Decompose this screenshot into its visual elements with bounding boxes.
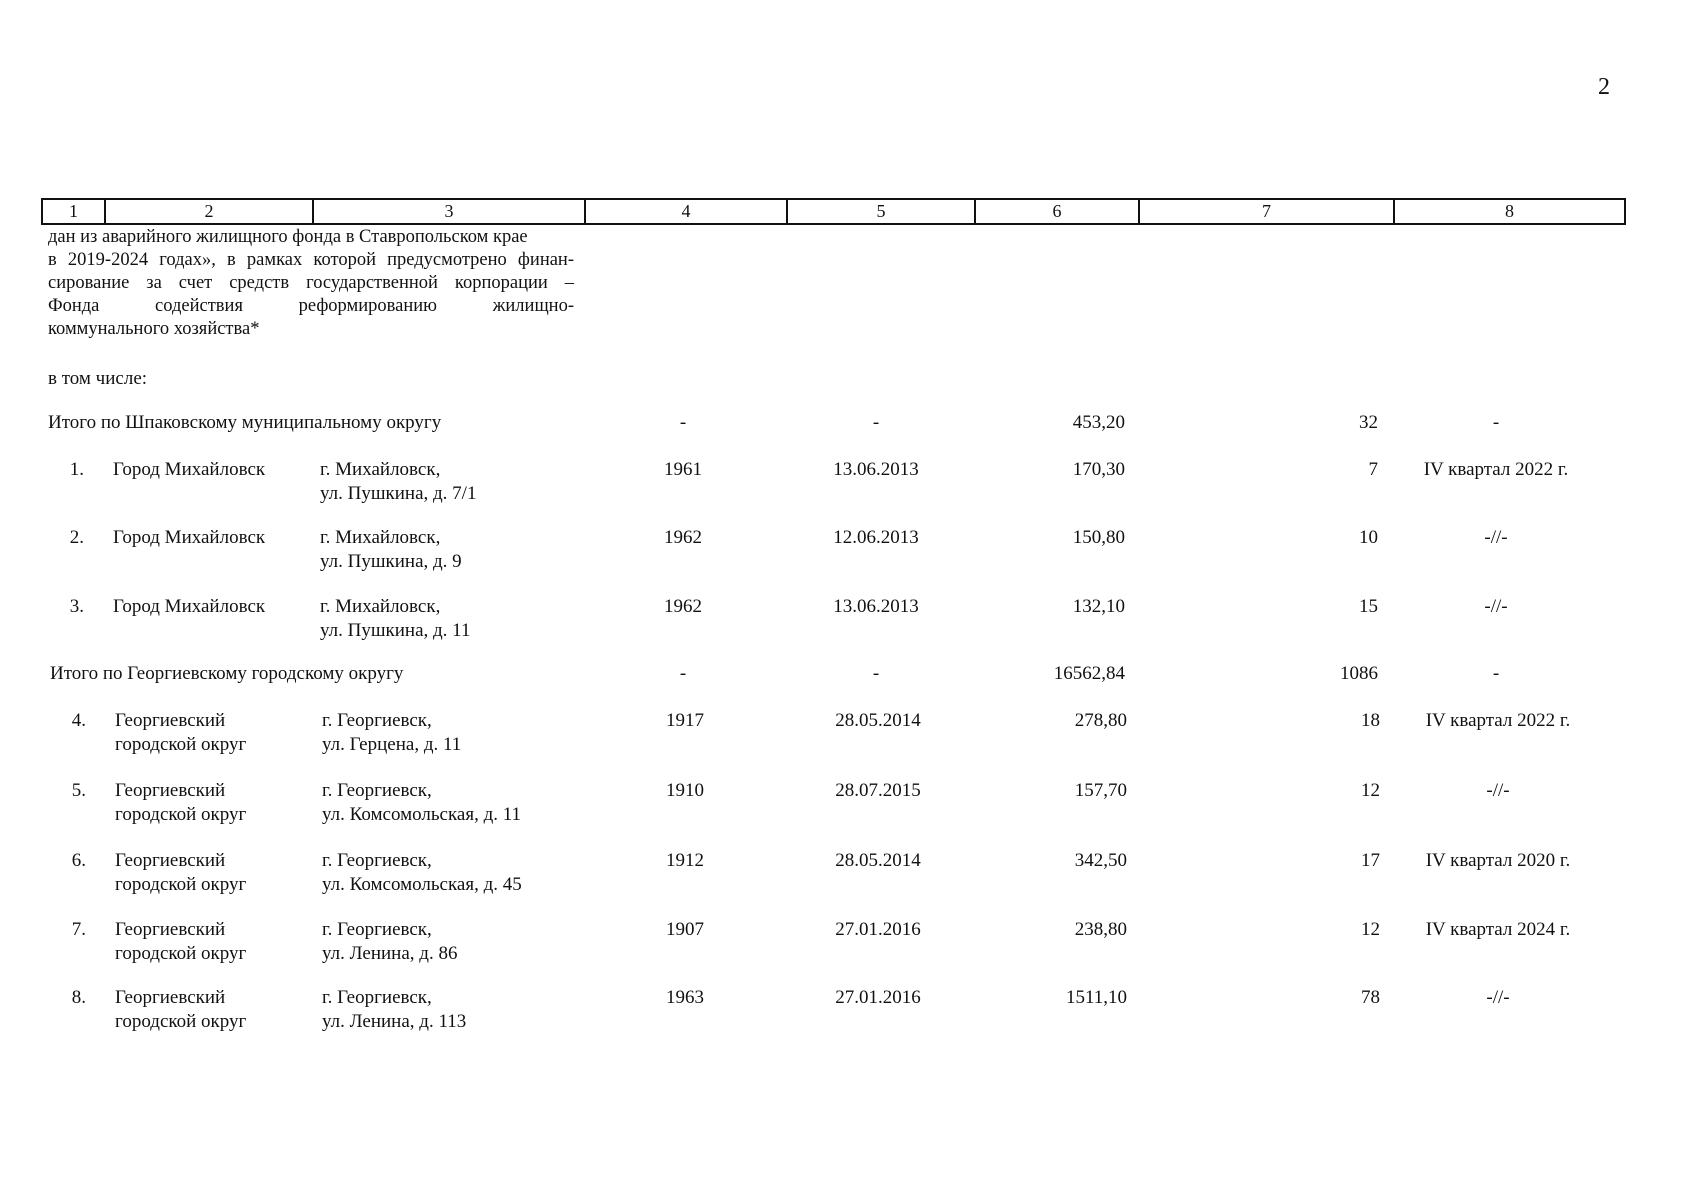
row-term: -//- xyxy=(1486,987,1510,1008)
row-municipality: Георгиевский xyxy=(115,710,226,731)
row-address: г. Михайловск, xyxy=(320,596,441,617)
row-address: ул. Герцена, д. 11 xyxy=(322,734,462,755)
row-area: 157,70 xyxy=(1074,780,1127,801)
row-number: 8. xyxy=(71,987,86,1008)
row-year: 1962 xyxy=(664,527,702,548)
row-number: 4. xyxy=(71,710,86,731)
row-address: г. Георгиевск, xyxy=(322,780,432,801)
row-municipality: Город Михайловск xyxy=(113,459,266,480)
subtotal-term: - xyxy=(1492,663,1500,684)
row-date: 27.01.2016 xyxy=(835,919,921,940)
intro-line: дан из аварийного жилищного фонда в Ставропольском крае xyxy=(48,227,528,247)
row-term: IV квартал 2020 г. xyxy=(1425,850,1571,871)
row-number: 2. xyxy=(69,527,84,548)
row-date: 13.06.2013 xyxy=(833,459,919,480)
row-address: ул. Комсомольская, д. 45 xyxy=(322,874,522,895)
row-address: г. Михайловск, xyxy=(320,459,441,480)
row-number: 5. xyxy=(71,780,86,801)
row-term: IV квартал 2022 г. xyxy=(1423,459,1569,480)
row-area: 342,50 xyxy=(1074,850,1127,871)
row-residents: 12 xyxy=(1361,780,1380,801)
row-address: г. Михайловск, xyxy=(320,527,441,548)
row-number: 3. xyxy=(69,596,84,617)
row-residents: 7 xyxy=(1368,459,1378,480)
row-number: 6. xyxy=(71,850,86,871)
intro-line: сирование за счет средств государственной корпорации – xyxy=(48,273,574,293)
row-area: 132,10 xyxy=(1072,596,1125,617)
row-residents: 10 xyxy=(1359,527,1378,548)
row-municipality: городской округ xyxy=(115,943,247,964)
subtotal-term: - xyxy=(1492,412,1500,433)
row-year: 1961 xyxy=(664,459,702,480)
row-municipality: Город Михайловск xyxy=(113,527,266,548)
row-municipality: городской округ xyxy=(115,734,247,755)
intro-line: Фонда содействия реформированию жилищно- xyxy=(48,296,574,316)
row-term: IV квартал 2022 г. xyxy=(1425,710,1571,731)
row-area: 150,80 xyxy=(1072,527,1125,548)
col-header-3: 3 xyxy=(313,199,585,224)
col-header-5: 5 xyxy=(787,199,975,224)
row-year: 1917 xyxy=(666,710,704,731)
row-municipality: городской округ xyxy=(115,1011,247,1032)
row-address: ул. Пушкина, д. 11 xyxy=(320,620,471,641)
row-address: г. Георгиевск, xyxy=(322,919,432,940)
col-header-7: 7 xyxy=(1139,199,1394,224)
column-number-header xyxy=(41,198,1626,225)
row-address: ул. Пушкина, д. 7/1 xyxy=(320,483,477,504)
row-date: 27.01.2016 xyxy=(835,987,921,1008)
row-municipality: Георгиевский xyxy=(115,850,226,871)
row-year: 1907 xyxy=(666,919,704,940)
intro-line: в 2019-2024 годах», в рамках которой предусмотрено финан- xyxy=(48,250,574,270)
subtotal-label: Итого по Георгиевскому городскому округу xyxy=(50,663,404,684)
row-area: 1511,10 xyxy=(1065,987,1127,1008)
row-address: г. Георгиевск, xyxy=(322,710,432,731)
row-address: ул. Ленина, д. 86 xyxy=(322,943,458,964)
row-number: 1. xyxy=(69,459,84,480)
row-year: 1962 xyxy=(664,596,702,617)
intro-line: коммунального хозяйства* xyxy=(48,319,260,339)
row-address: г. Георгиевск, xyxy=(322,850,432,871)
subtotal-year: - xyxy=(679,412,687,433)
row-municipality: Город Михайловск xyxy=(113,596,266,617)
row-municipality: городской округ xyxy=(115,804,247,825)
subtotal-date: - xyxy=(872,412,880,433)
page-number: 2 xyxy=(1598,74,1610,100)
row-term: -//- xyxy=(1486,780,1510,801)
row-municipality: Георгиевский xyxy=(115,919,226,940)
subtotal-date: - xyxy=(872,663,880,684)
row-municipality: Георгиевский xyxy=(115,987,226,1008)
col-header-2: 2 xyxy=(105,199,313,224)
row-address: г. Георгиевск, xyxy=(322,987,432,1008)
row-date: 13.06.2013 xyxy=(833,596,919,617)
row-year: 1963 xyxy=(666,987,704,1008)
program-description xyxy=(48,226,574,341)
row-residents: 12 xyxy=(1361,919,1380,940)
row-number: 7. xyxy=(71,919,86,940)
subtotal-residents: 1086 xyxy=(1340,663,1378,684)
col-header-1: 1 xyxy=(42,199,105,224)
row-area: 278,80 xyxy=(1074,710,1127,731)
col-header-8: 8 xyxy=(1394,199,1625,224)
row-term: IV квартал 2024 г. xyxy=(1425,919,1571,940)
col-header-6: 6 xyxy=(975,199,1139,224)
subtotal-area: 16562,84 xyxy=(1053,663,1125,684)
row-term: -//- xyxy=(1484,596,1508,617)
row-residents: 15 xyxy=(1359,596,1378,617)
subtotal-year: - xyxy=(679,663,687,684)
row-residents: 78 xyxy=(1361,987,1380,1008)
col-header-4: 4 xyxy=(585,199,787,224)
row-area: 170,30 xyxy=(1072,459,1125,480)
row-address: ул. Пушкина, д. 9 xyxy=(320,551,462,572)
row-date: 28.05.2014 xyxy=(835,710,921,731)
row-residents: 18 xyxy=(1361,710,1380,731)
row-address: ул. Комсомольская, д. 11 xyxy=(322,804,522,825)
row-area: 238,80 xyxy=(1074,919,1127,940)
subtotal-residents: 32 xyxy=(1359,412,1378,433)
row-residents: 17 xyxy=(1361,850,1380,871)
row-municipality: Георгиевский xyxy=(115,780,226,801)
row-address: ул. Ленина, д. 113 xyxy=(322,1011,467,1032)
row-year: 1910 xyxy=(666,780,704,801)
row-municipality: городской округ xyxy=(115,874,247,895)
row-date: 12.06.2013 xyxy=(833,527,919,548)
row-year: 1912 xyxy=(666,850,704,871)
row-date: 28.07.2015 xyxy=(835,780,921,801)
including-label: в том числе: xyxy=(48,368,148,389)
row-term: -//- xyxy=(1484,527,1508,548)
row-date: 28.05.2014 xyxy=(835,850,921,871)
subtotal-area: 453,20 xyxy=(1072,412,1125,433)
subtotal-label: Итого по Шпаковскому муниципальному округу xyxy=(48,412,442,433)
